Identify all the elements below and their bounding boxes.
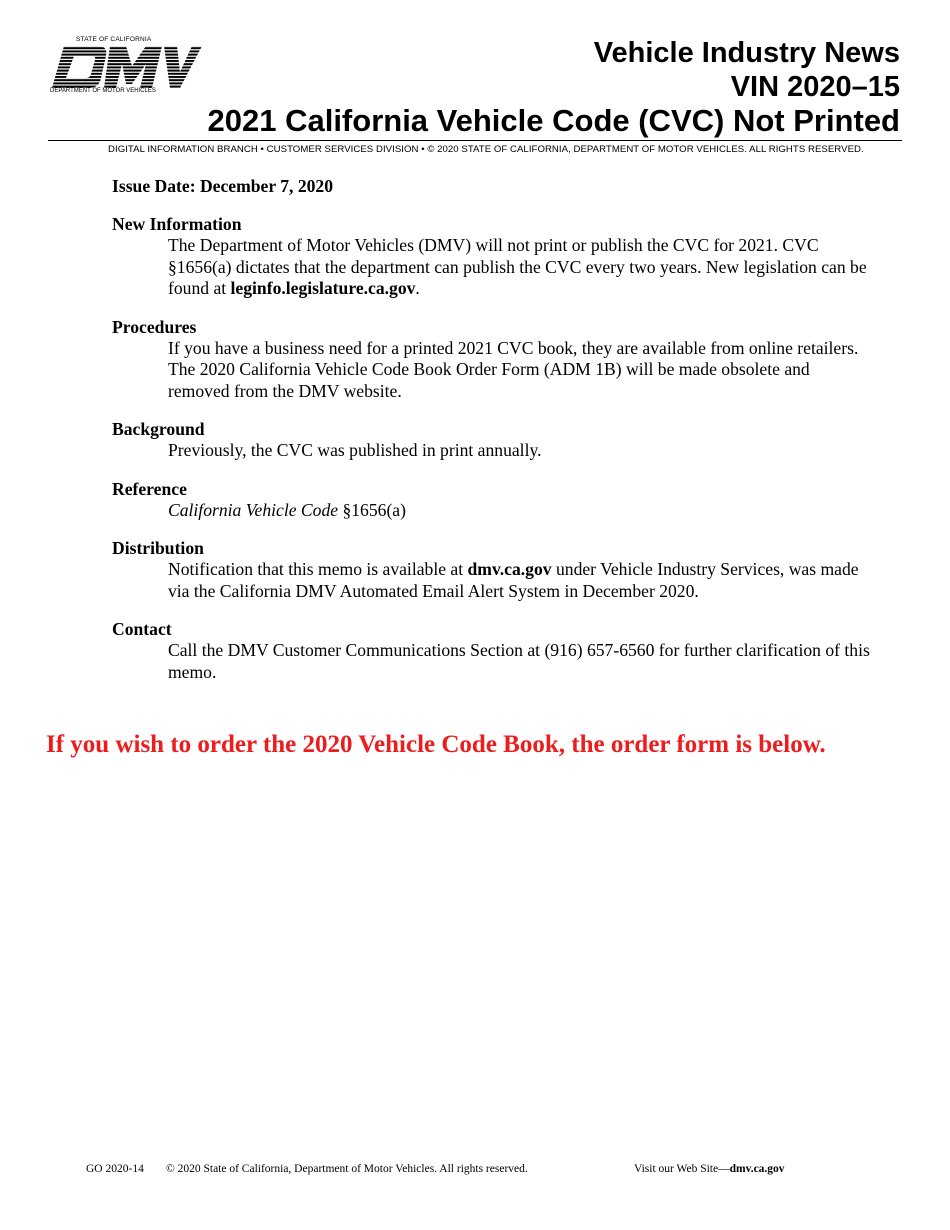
section-contact <box>112 619 872 683</box>
footer-visit-text: Visit our Web Site— <box>634 1163 730 1175</box>
section-heading: Contact <box>112 619 172 639</box>
section-text-end: . <box>415 278 420 298</box>
memo-content <box>112 174 872 700</box>
legislation-link[interactable]: leginfo.legislature.ca.gov <box>230 278 416 298</box>
section-heading: Procedures <box>112 316 197 337</box>
header-subline: DIGITAL INFORMATION BRANCH • CUSTOMER SERVICES DIVISION • © 2020 STATE OF CALIFORNIA, DEPARTMENT OF MOTOR VEHICLES. ALL RIGHTS RESERVED. <box>108 144 864 155</box>
section-text: Notification that this memo is available at <box>168 559 468 579</box>
dmv-logo-mark <box>46 44 202 90</box>
section-heading: Reference <box>112 478 187 499</box>
section-text-end: under Vehicle Industry Services, was made via the California DMV Automated Email Alert System in December 2020. <box>168 559 859 601</box>
reference-section: §1656(a) <box>338 499 406 520</box>
section-body: If you have a business need for a printed 2021 CVC book, they are available from online retailers. The 2020 California Vehicle Code Book Order Form (ADM 1B) will be made obsolete and removed from the DMV website. <box>168 337 859 401</box>
section-new-information <box>112 214 872 300</box>
footer-code: GO 2020-14 <box>86 1163 144 1175</box>
logo-dept-text: DEPARTMENT OF MOTOR VEHICLES <box>50 88 156 94</box>
newsletter-number: VIN 2020–15 <box>730 71 900 103</box>
newsletter-title: Vehicle Industry News <box>593 37 900 69</box>
page-title: 2021 California Vehicle Code (CVC) Not Printed <box>207 103 900 138</box>
footer-visit <box>634 1163 785 1175</box>
header-rule <box>48 140 902 141</box>
section-reference <box>112 479 872 522</box>
section-body <box>168 235 872 300</box>
order-form-notice: If you wish to order the 2020 Vehicle Code Book, the order form is below. <box>46 731 826 758</box>
section-heading: Distribution <box>112 538 204 558</box>
section-background <box>112 419 872 462</box>
section-heading: Background <box>112 419 205 439</box>
section-body <box>168 500 872 522</box>
dmv-website-link[interactable]: dmv.ca.gov <box>467 559 552 579</box>
reference-title: California Vehicle Code <box>168 499 339 520</box>
footer-website-link[interactable]: dmv.ca.gov <box>729 1163 785 1175</box>
issue-date: Issue Date: December 7, 2020 <box>112 176 334 196</box>
section-distribution <box>112 538 872 602</box>
section-body: Previously, the CVC was published in print annually. <box>168 440 542 460</box>
footer-copyright: © 2020 State of California, Department of Motor Vehicles. All rights reserved. <box>166 1163 528 1175</box>
section-procedures <box>112 317 872 403</box>
section-body <box>168 559 872 602</box>
section-text: The Department of Motor Vehicles (DMV) will not print or publish the CVC for 2021. CVC §1656(a) dictates that the department can publish the CVC every two years. New legislation can be found at <box>168 235 867 298</box>
dmv-logo <box>46 36 206 98</box>
section-body: Call the DMV Customer Communications Section at (916) 657-6560 for further clarification of this memo. <box>168 640 870 682</box>
section-heading: New Information <box>112 214 242 234</box>
logo-state-text: STATE OF CALIFORNIA <box>76 36 152 43</box>
